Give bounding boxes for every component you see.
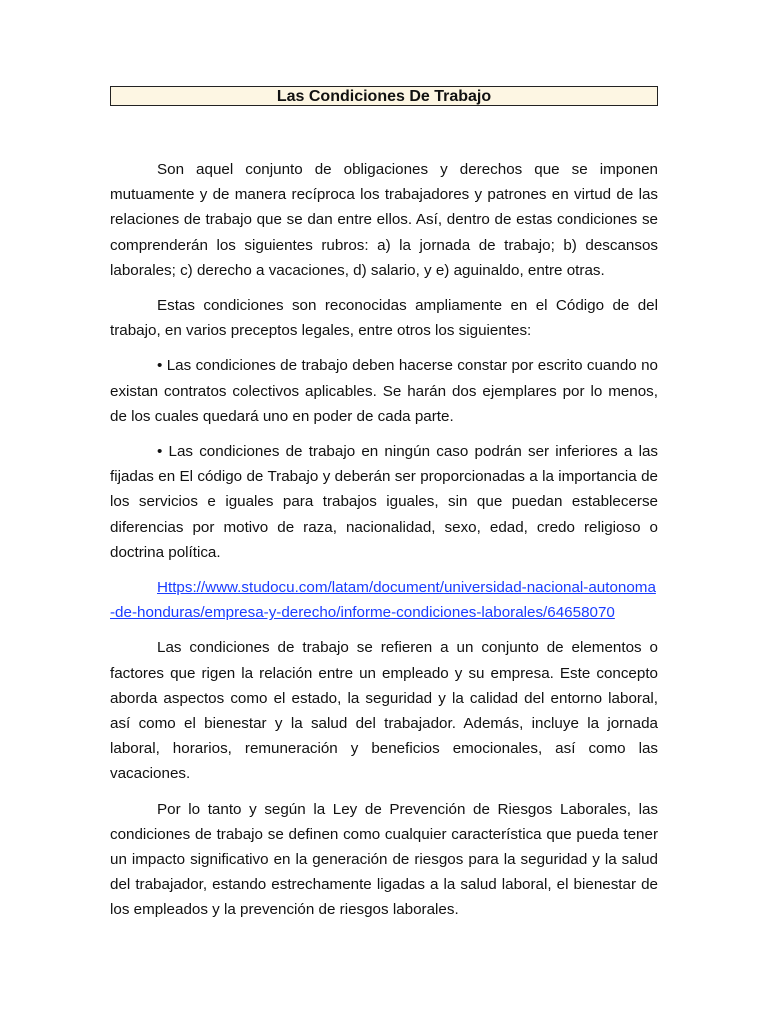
bullet-text: Las condiciones de trabajo en ningún caso podrán ser inferiores a las fijadas en El código de Trabajo y deberán ser proporcionadas a la importancia de los servicios e iguales para trabajos iguales, sin que puedan establecerse diferencias por motivo de raza, nacionalidad, sexo, edad, credo religioso o doctrina política. xyxy=(110,443,658,561)
bullet-icon: • xyxy=(157,443,163,461)
paragraph-intro: Son aquel conjunto de obligaciones y derechos que se imponen mutuamente y de manera recíproca los trabajadores y patrones en virtud de las relaciones de trabajo que se dan entre ellos. Así, dentro de estas condiciones se comprenderán los siguientes rubros: a) la jornada de trabajo; b) descansos laborales; c) derecho a vacaciones, d) salario, y e) aguinaldo, entre otras. xyxy=(110,161,658,279)
reference-paragraph xyxy=(110,575,658,625)
reference-link[interactable]: Https://www.studocu.com/latam/document/universidad-nacional-autonoma-de-honduras/empresa-y-derecho/informe-condiciones-laborales/64658070 xyxy=(110,579,656,622)
paragraph-law: Por lo tanto y según la Ley de Prevención de Riesgos Laborales, las condiciones de trabajo se definen como cualquier característica que pueda tener un impacto significativo en la generación de riesgos para la seguridad y la salud del trabajador, estando estrechamente ligadas a la salud laboral, el bienestar de los empleados y la prevención de riesgos laborales. xyxy=(110,800,658,919)
document-title: Las Condiciones De Trabajo xyxy=(110,86,658,106)
paragraph-code-intro: Estas condiciones son reconocidas ampliamente en el Código de del trabajo, en varios preceptos legales, entre otros los siguientes: xyxy=(110,297,658,340)
bullet-icon: • xyxy=(157,357,163,375)
bullet-item xyxy=(110,439,658,565)
bullet-text: Las condiciones de trabajo deben hacerse constar por escrito cuando no existan contratos colectivos aplicables. Se harán dos ejemplares por lo menos, de los cuales quedará uno en poder de cada parte. xyxy=(110,357,658,425)
paragraph-definition: Las condiciones de trabajo se refieren a un conjunto de elementos o factores que rigen la relación entre un empleado y su empresa. Este concepto aborda aspectos como el estado, la seguridad y la calidad del entorno laboral, así como el bienestar y la salud del trabajador. Además, incluye la jornada laboral, horarios, remuneración y beneficios emocionales, así como las vacaciones. xyxy=(110,639,658,783)
document-page xyxy=(110,86,658,933)
bullet-item xyxy=(110,353,658,429)
